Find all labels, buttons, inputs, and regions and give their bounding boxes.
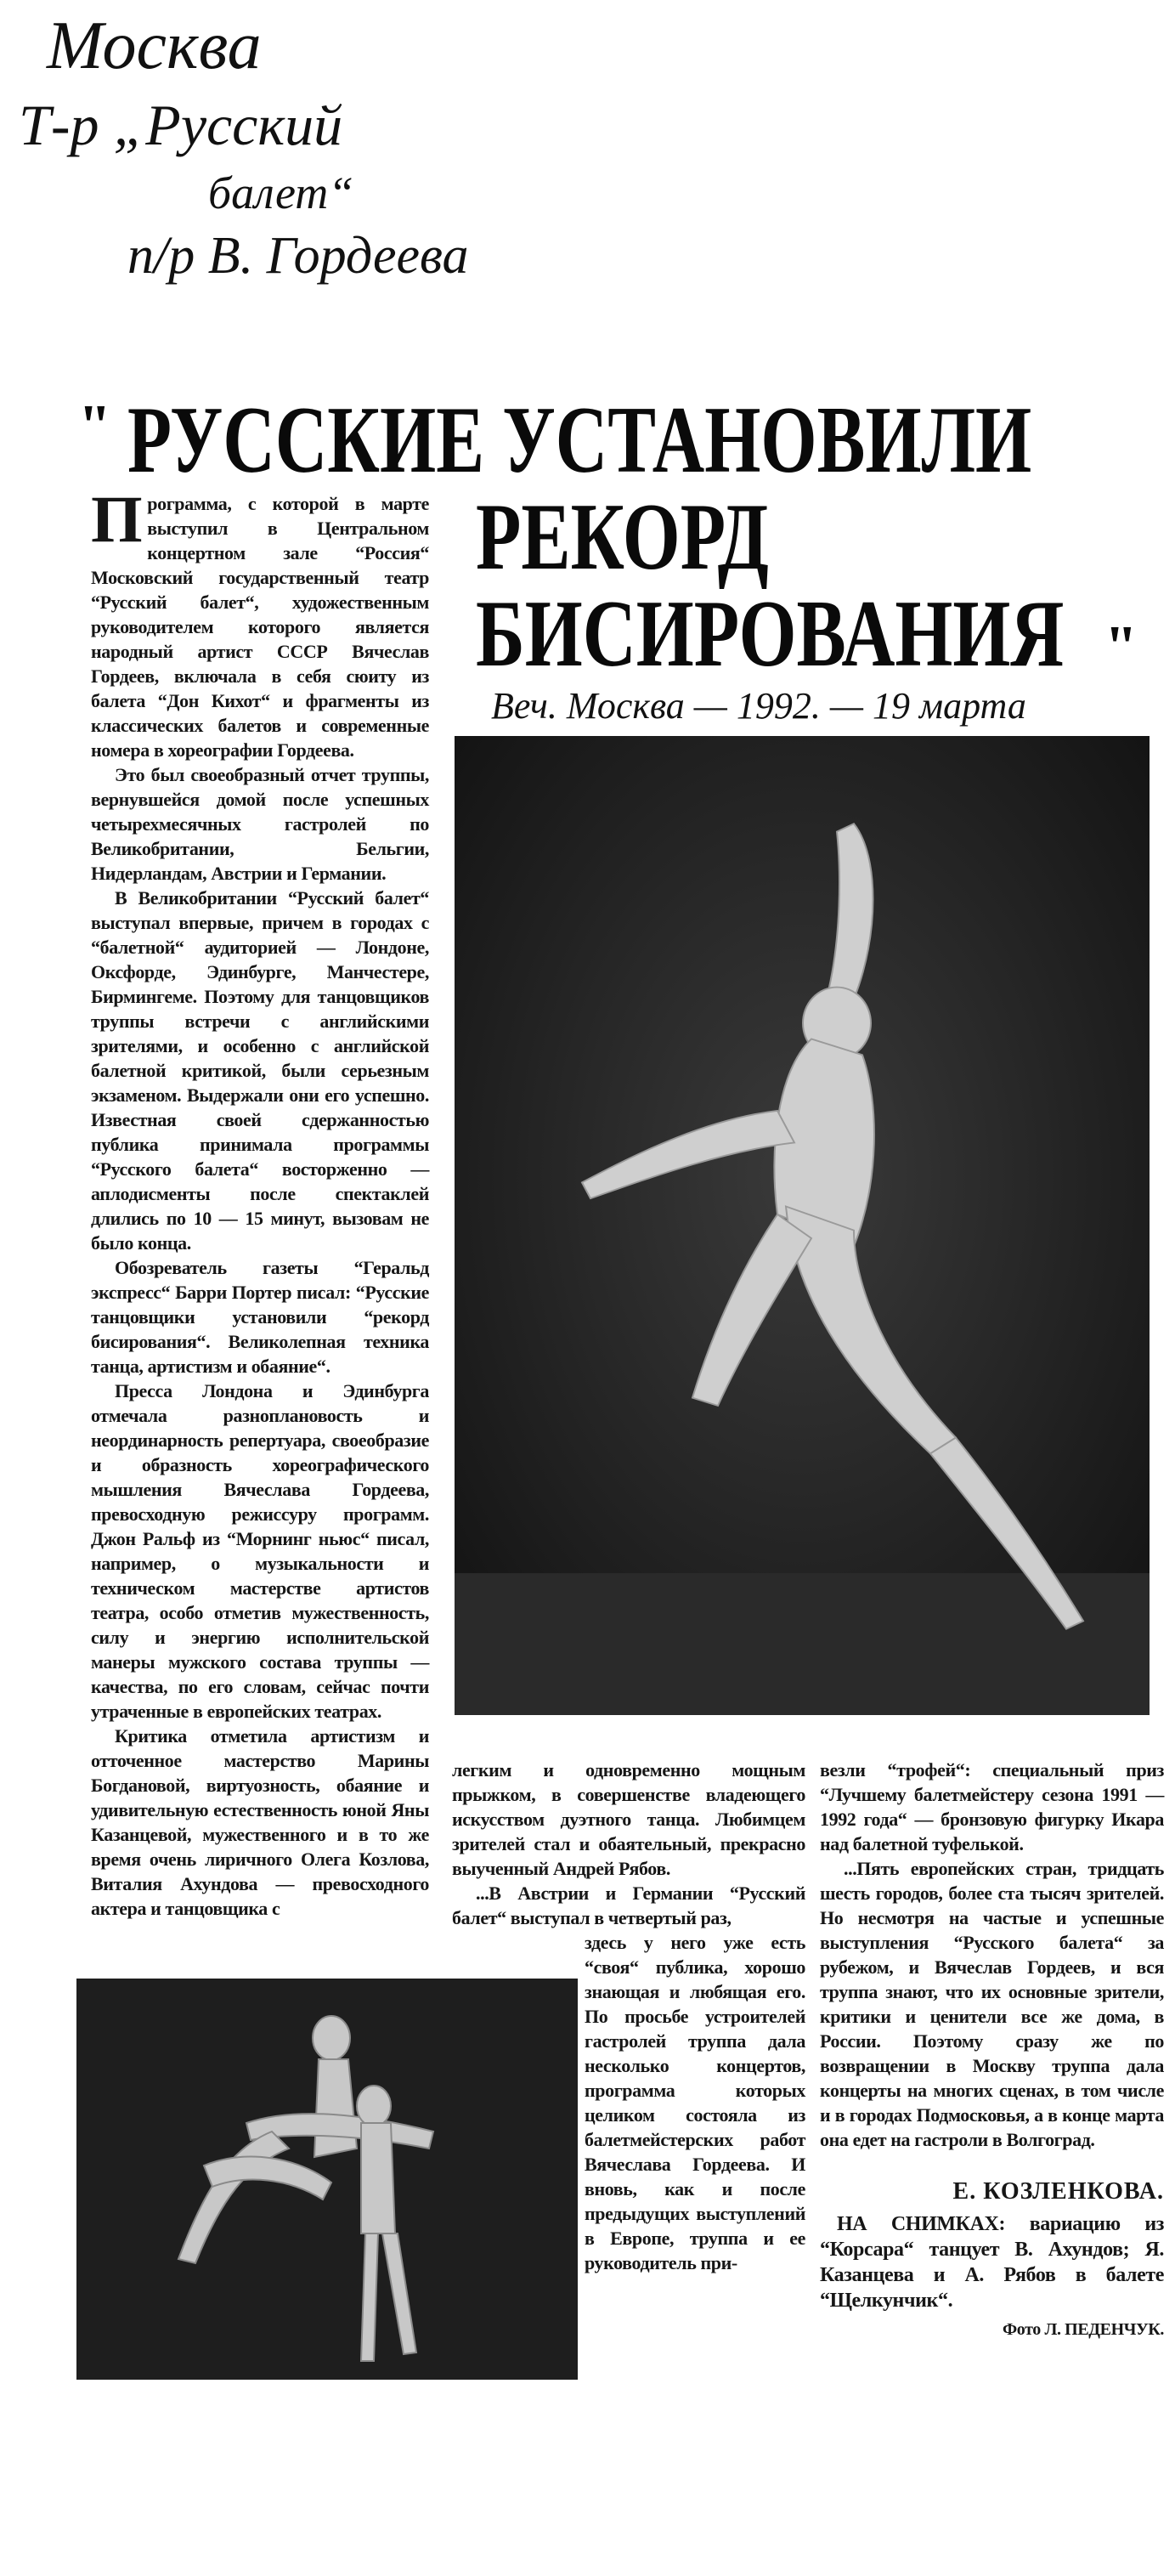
paragraph: Пресса Лондона и Эдинбурга отмечала разноплановость и неординарность репертуара, своеобразие и образность хореографического мышления Вячеслава Гордеева, превосходную режиссуру программ. Джон Ральф из “Морнинг ньюс“ писал, например, о музыкальности и техническом мастерстве артистов театра, особо отметив мужественность, силу и энергию исполнительской манеры мужского состава труппы — качества, по его словам, сейчас почти утраченные в европейских театрах. (91, 1380, 429, 1722)
paragraph: везли “трофей“: специальный приз “Лучшему балетмейстеру сезона 1991 — 1992 года“ — бронзовую фигурку Икара над балетной туфелькой. (820, 1759, 1164, 1854)
handwritten-line: Москва (47, 8, 262, 83)
dancer-leap-image (455, 736, 1150, 1715)
article-column-3 (820, 1758, 1164, 2341)
headline-open-quote: " (78, 393, 111, 459)
paragraph: ...В Австрии и Германии “Русский балет“ выступал в четвертый раз, (452, 1882, 805, 1928)
headline-line: РЕКОРД (476, 484, 769, 590)
headline-line: БИСИРОВАНИЯ (476, 581, 1065, 687)
photo-dancer-leap (455, 736, 1150, 1715)
headline-close-quote: " (1104, 614, 1138, 680)
ballet-duet-image (76, 1979, 578, 2380)
caption-label: НА СНИМКАХ: (837, 2213, 1006, 2235)
article-column-1 (91, 482, 429, 1921)
paragraph: Критика отметила артистизм и отточенное мастерство Марины Богдановой, виртуозность, обаяние и удивительную естественность юной Яны Казанцевой, мужественного и в то же время очень лиричного Олега Козлова, Виталия Ахундова — превосходного актера и танцовщика с (91, 1725, 429, 1919)
photo-credit: Фото Л. ПЕДЕНЧУК. (1003, 2320, 1164, 2339)
handwritten-line: балет“ (208, 167, 354, 218)
author-byline: Е. КОЗЛЕНКОВА. (952, 2178, 1164, 2205)
paragraph: ...Пять европейских стран, тридцать шесть городов, более ста тысяч зрителей. Но несмотря на частые и успешные выступления “Русского балета“ за рубежом, и Вячеслав Гордеев, и вся труппа знают, что их основные зрители, критики и ценители все же дома, в России. Поэтому сразу же по возвращении в Москву труппа дала концерты на многих сценах, в том числе и в городах Подмосковья, а в конце марта она едет на гастроли в Волгоград. (820, 1858, 1164, 2150)
photo-ballet-duet (76, 1979, 578, 2380)
caption-text: вариацию из “Корсара“ танцует В. Ахундов; Я. Казанцева и А. Рябов в балете “Щелкунчик“. (820, 2213, 1164, 2312)
paragraph: здесь у него уже есть “своя“ публика, хорошо знающая и любящая его. По просьбе устроителей гастролей труппа дала несколько концертов, программа которых целиком состояла из балетмейстерских работ Вячеслава Гордеева. И вновь, как и после предыдущих выступлений в Европе, труппа и ее руководитель при- (585, 1932, 805, 2273)
handwritten-line: Т-р „Русский (19, 93, 343, 157)
paragraph: легким и одновременно мощным прыжком, в совершенстве владеющего искусством дуэтного танца. Любимцем зрителей стал и обаятельный, прекрасно выученный Андрей Рябов. (452, 1759, 805, 1879)
photo-caption (820, 2211, 1164, 2313)
handwritten-source-note: Веч. Москва — 1992. — 19 марта (491, 685, 1026, 727)
paragraph: Обозреватель газеты “Геральд экспресс“ Барри Портер писал: “Русские танцовщики установили “рекорд бисирования“. Великолепная техника танца, артистизм и обаяние“. (91, 1257, 429, 1377)
paragraph: Это был своеобразный отчет труппы, вернувшейся домой после успешных четырехмесячных гастролей по Великобритании, Бельгии, Нидерландам, Австрии и Германии. (91, 764, 429, 884)
headline-line: РУССКИЕ УСТАНОВИЛИ (127, 388, 1032, 493)
drop-cap: П (91, 482, 143, 556)
paragraph: В Великобритании “Русский балет“ выступал впервые, причем в городах с “балетной“ аудиторией — Лондоне, Оксфорде, Эдинбурге, Манчестере, Бирмингеме. Поэтому для танцовщиков труппы встречи с английскими зрителями, и особенно с английской балетной критикой, были серьезным экзаменом. Выдержали они его успешно. Известная своей сдержанностью публика принимала программы “Русского балета“ восторженно — аплодисменты после спектаклей длились по 10 — 15 минут, вызовам не было конца. (91, 887, 429, 1254)
handwritten-line: п/р В. Гордеева (127, 227, 469, 285)
paragraph: рограмма, с которой в марте выступил в Центральном концертном зале “Россия“ Московский государственный театр “Русский балет“, художественным руководителем которого является народный артист СССР Вячеслав Гордеев, включала в себя сюиту из балета “Дон Кихот“ и фрагменты из классических балетов и современные номера в хореографии Гордеева. (91, 493, 429, 761)
